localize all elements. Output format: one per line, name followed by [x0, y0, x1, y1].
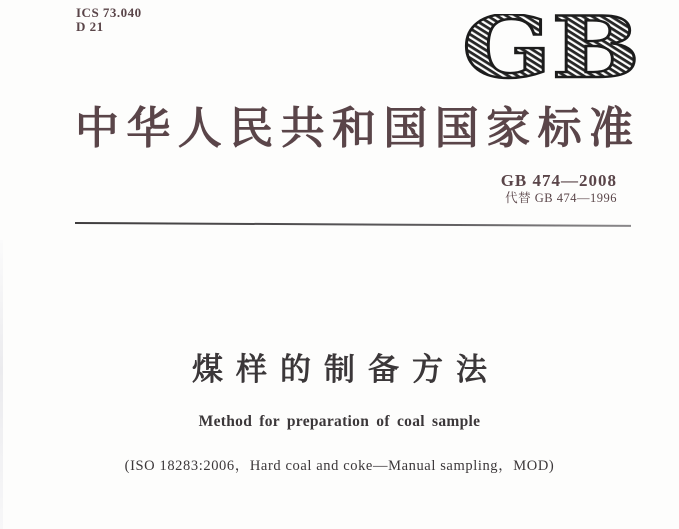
header-rule [75, 222, 631, 227]
classification-code: D 21 [76, 19, 104, 34]
gb-logo-text: GB [462, 14, 640, 90]
document-title-cn: 煤样的制备方法 [192, 352, 500, 388]
ics-block [76, 6, 142, 34]
document-title-en: Method for preparation of coal sample [198, 413, 481, 430]
standard-number-block [501, 171, 617, 206]
replaces-note: 代替 GB 474—1996 [505, 191, 617, 205]
iso-reference-note: (ISO 18283:2006，Hard coal and coke—Manual sampling，MOD) [124, 458, 555, 474]
national-standard-title: 中华人民共和国国家标准 [75, 104, 633, 153]
standard-number: GB 474—2008 [500, 171, 617, 190]
ics-code: ICS 73.040 [76, 5, 142, 20]
gb-logo [459, 14, 643, 90]
